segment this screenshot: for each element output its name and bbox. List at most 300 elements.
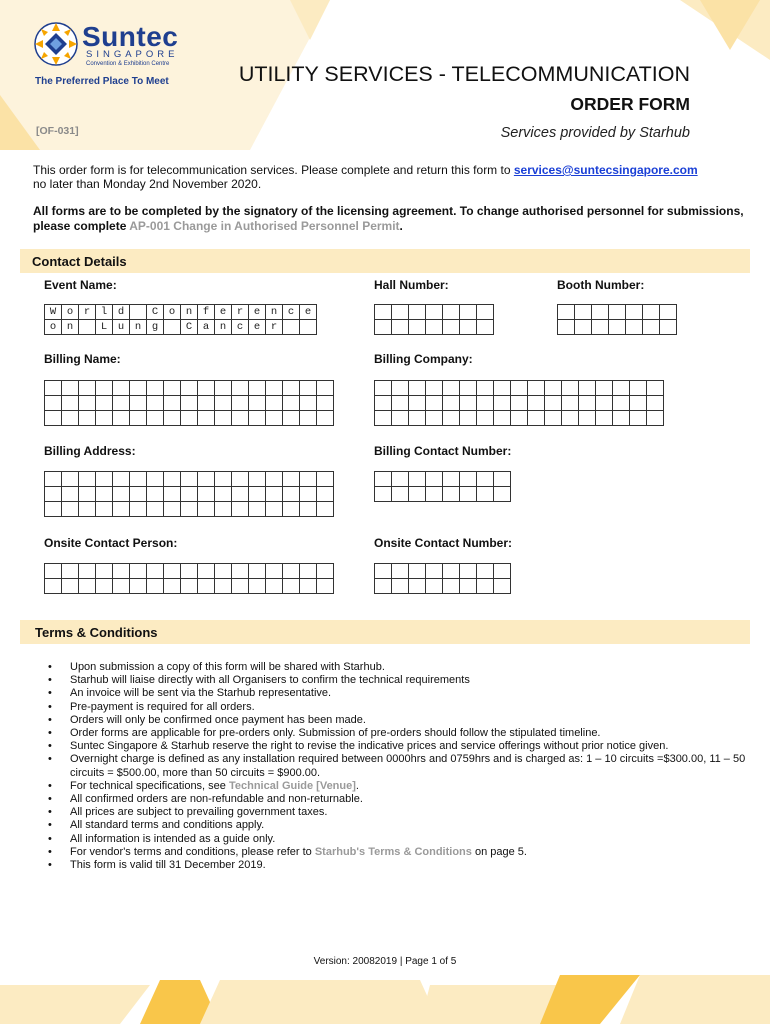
grid-cell[interactable]: [558, 305, 575, 320]
grid-cell[interactable]: [392, 305, 409, 320]
grid-cell[interactable]: [443, 396, 460, 411]
grid-cell[interactable]: [375, 579, 392, 594]
grid-cell[interactable]: [232, 564, 249, 579]
grid-cell[interactable]: [426, 305, 443, 320]
grid-cell[interactable]: [113, 396, 130, 411]
grid-cell[interactable]: [79, 381, 96, 396]
grid-cell[interactable]: d: [113, 305, 130, 320]
grid-cell[interactable]: [113, 411, 130, 426]
grid-cell[interactable]: [249, 381, 266, 396]
grid-cell[interactable]: [79, 564, 96, 579]
grid-cell[interactable]: e: [300, 305, 317, 320]
grid-cell[interactable]: [300, 320, 317, 335]
grid-cell[interactable]: [477, 396, 494, 411]
terms-item-text: An invoice will be sent via the Starhub representative.: [70, 687, 332, 700]
grid-cell[interactable]: [630, 381, 647, 396]
grid-cell[interactable]: [130, 305, 147, 320]
terms-item: [48, 833, 748, 846]
grid-cell[interactable]: [164, 320, 181, 335]
grid-cell[interactable]: r: [79, 305, 96, 320]
grid-cell[interactable]: [443, 305, 460, 320]
grid-cell[interactable]: [477, 487, 494, 502]
grid-cell[interactable]: [558, 320, 575, 335]
grid-cell[interactable]: C: [147, 305, 164, 320]
grid-cell[interactable]: [392, 381, 409, 396]
grid-cell[interactable]: [62, 564, 79, 579]
grid-cell[interactable]: [460, 320, 477, 335]
grid-cell[interactable]: [409, 487, 426, 502]
grid-cell[interactable]: [266, 579, 283, 594]
grid-cell[interactable]: [426, 564, 443, 579]
terms-item-link[interactable]: Starhub's Terms & Conditions: [314, 845, 472, 858]
grid-cell[interactable]: [626, 320, 643, 335]
grid-cell[interactable]: [562, 381, 579, 396]
grid-cell[interactable]: [266, 396, 283, 411]
grid-cell[interactable]: [198, 579, 215, 594]
grid-cell[interactable]: [181, 564, 198, 579]
grid-cell[interactable]: [300, 502, 317, 517]
grid-cell[interactable]: [592, 320, 609, 335]
grid-cell[interactable]: o: [164, 305, 181, 320]
grid-cell[interactable]: [375, 305, 392, 320]
onsite-number-grid[interactable]: [374, 563, 511, 594]
grid-cell[interactable]: [283, 564, 300, 579]
grid-cell[interactable]: [96, 381, 113, 396]
grid-cell[interactable]: [477, 305, 494, 320]
onsite-person-grid[interactable]: [44, 563, 334, 594]
grid-cell[interactable]: [460, 472, 477, 487]
grid-cell[interactable]: [147, 502, 164, 517]
grid-cell[interactable]: [266, 472, 283, 487]
grid-cell[interactable]: [62, 487, 79, 502]
grid-cell[interactable]: [443, 487, 460, 502]
grid-cell[interactable]: c: [283, 305, 300, 320]
grid-cell[interactable]: [130, 579, 147, 594]
grid-cell[interactable]: [375, 396, 392, 411]
grid-cell[interactable]: [528, 396, 545, 411]
grid-cell[interactable]: [79, 320, 96, 335]
grid-cell[interactable]: [215, 411, 232, 426]
grid-cell[interactable]: [232, 411, 249, 426]
grid-cell[interactable]: W: [45, 305, 62, 320]
grid-cell[interactable]: [494, 396, 511, 411]
grid-cell[interactable]: [426, 396, 443, 411]
grid-cell[interactable]: [300, 411, 317, 426]
grid-cell[interactable]: [579, 396, 596, 411]
grid-cell[interactable]: [300, 472, 317, 487]
grid-cell[interactable]: [181, 411, 198, 426]
grid-cell[interactable]: [181, 381, 198, 396]
grid-cell[interactable]: [409, 579, 426, 594]
grid-cell[interactable]: [130, 381, 147, 396]
grid-cell[interactable]: [266, 564, 283, 579]
grid-cell[interactable]: [317, 381, 334, 396]
grid-cell[interactable]: [460, 396, 477, 411]
grid-row: [558, 305, 677, 320]
ap001-link[interactable]: AP-001 Change in Authorised Personnel Permit: [129, 219, 400, 233]
grid-cell[interactable]: [283, 472, 300, 487]
grid-cell[interactable]: [164, 564, 181, 579]
grid-cell[interactable]: [45, 487, 62, 502]
grid-cell[interactable]: [647, 381, 664, 396]
grid-cell[interactable]: [392, 396, 409, 411]
grid-cell[interactable]: e: [249, 305, 266, 320]
grid-cell[interactable]: [511, 396, 528, 411]
grid-cell[interactable]: [426, 579, 443, 594]
grid-cell[interactable]: [443, 564, 460, 579]
grid-cell[interactable]: [630, 396, 647, 411]
grid-cell[interactable]: [181, 472, 198, 487]
grid-cell[interactable]: [96, 579, 113, 594]
grid-cell[interactable]: [283, 579, 300, 594]
grid-cell[interactable]: [164, 502, 181, 517]
grid-cell[interactable]: [62, 579, 79, 594]
grid-cell[interactable]: [494, 487, 511, 502]
grid-cell[interactable]: [45, 381, 62, 396]
grid-cell[interactable]: e: [215, 305, 232, 320]
grid-cell[interactable]: [215, 564, 232, 579]
grid-cell[interactable]: [494, 381, 511, 396]
grid-cell[interactable]: g: [147, 320, 164, 335]
grid-cell[interactable]: [392, 320, 409, 335]
grid-cell[interactable]: [113, 564, 130, 579]
grid-cell[interactable]: [609, 320, 626, 335]
grid-cell[interactable]: [96, 472, 113, 487]
grid-cell[interactable]: [426, 320, 443, 335]
grid-cell[interactable]: [426, 487, 443, 502]
billing-company-grid[interactable]: [374, 380, 664, 426]
grid-cell[interactable]: [443, 472, 460, 487]
grid-cell[interactable]: [283, 320, 300, 335]
grid-cell[interactable]: [215, 502, 232, 517]
grid-cell[interactable]: [409, 564, 426, 579]
grid-cell[interactable]: [198, 564, 215, 579]
grid-cell[interactable]: c: [232, 320, 249, 335]
grid-cell[interactable]: [630, 411, 647, 426]
grid-cell[interactable]: C: [181, 320, 198, 335]
grid-cell[interactable]: [375, 487, 392, 502]
grid-cell[interactable]: [477, 320, 494, 335]
grid-cell[interactable]: [147, 411, 164, 426]
grid-cell[interactable]: [249, 411, 266, 426]
grid-cell[interactable]: [460, 564, 477, 579]
grid-cell[interactable]: [460, 411, 477, 426]
grid-cell[interactable]: [45, 396, 62, 411]
grid-cell[interactable]: [113, 502, 130, 517]
grid-cell[interactable]: [164, 487, 181, 502]
grid-cell[interactable]: [443, 579, 460, 594]
grid-cell[interactable]: [215, 396, 232, 411]
grid-cell[interactable]: [147, 487, 164, 502]
grid-cell[interactable]: [460, 579, 477, 594]
grid-cell[interactable]: [317, 411, 334, 426]
grid-cell[interactable]: [113, 579, 130, 594]
grid-cell[interactable]: [130, 411, 147, 426]
grid-cell[interactable]: [300, 564, 317, 579]
grid-cell[interactable]: [62, 381, 79, 396]
grid-cell[interactable]: n: [181, 305, 198, 320]
hall-number-grid[interactable]: [374, 304, 494, 335]
grid-cell[interactable]: [375, 411, 392, 426]
grid-cell[interactable]: [283, 381, 300, 396]
grid-cell[interactable]: o: [45, 320, 62, 335]
grid-cell[interactable]: [392, 564, 409, 579]
grid-cell[interactable]: [317, 564, 334, 579]
grid-cell[interactable]: [443, 411, 460, 426]
grid-cell[interactable]: [79, 396, 96, 411]
grid-cell[interactable]: o: [62, 305, 79, 320]
grid-cell[interactable]: [477, 411, 494, 426]
grid-cell[interactable]: [198, 502, 215, 517]
grid-cell[interactable]: [249, 564, 266, 579]
grid-cell[interactable]: [477, 472, 494, 487]
grid-cell[interactable]: [198, 381, 215, 396]
grid-cell[interactable]: [164, 381, 181, 396]
grid-cell[interactable]: [164, 579, 181, 594]
grid-cell[interactable]: n: [266, 305, 283, 320]
grid-cell[interactable]: [317, 502, 334, 517]
grid-cell[interactable]: [79, 502, 96, 517]
grid-cell[interactable]: [596, 381, 613, 396]
grid-cell[interactable]: [477, 381, 494, 396]
grid-cell[interactable]: [266, 502, 283, 517]
grid-cell[interactable]: [647, 411, 664, 426]
grid-cell[interactable]: [494, 564, 511, 579]
grid-cell[interactable]: [79, 411, 96, 426]
grid-cell[interactable]: f: [198, 305, 215, 320]
grid-cell[interactable]: [62, 472, 79, 487]
grid-cell[interactable]: [62, 396, 79, 411]
grid-cell[interactable]: [232, 502, 249, 517]
grid-cell[interactable]: [409, 472, 426, 487]
grid-cell[interactable]: [62, 411, 79, 426]
event-name-label: Event Name:: [44, 278, 117, 292]
grid-cell[interactable]: [164, 396, 181, 411]
grid-cell[interactable]: [45, 564, 62, 579]
grid-cell[interactable]: [375, 564, 392, 579]
grid-cell[interactable]: [477, 579, 494, 594]
grid-cell[interactable]: [317, 396, 334, 411]
grid-row: [375, 487, 511, 502]
grid-cell[interactable]: [130, 472, 147, 487]
grid-cell[interactable]: [79, 472, 96, 487]
grid-cell[interactable]: [443, 320, 460, 335]
grid-cell[interactable]: [579, 411, 596, 426]
grid-cell[interactable]: [147, 396, 164, 411]
grid-cell[interactable]: [249, 396, 266, 411]
grid-cell[interactable]: [426, 472, 443, 487]
grid-cell[interactable]: [477, 564, 494, 579]
grid-cell[interactable]: [660, 305, 677, 320]
grid-cell[interactable]: [96, 487, 113, 502]
grid-cell[interactable]: [300, 381, 317, 396]
grid-cell[interactable]: [164, 411, 181, 426]
grid-cell[interactable]: [592, 305, 609, 320]
grid-cell[interactable]: [626, 305, 643, 320]
grid-cell[interactable]: [317, 472, 334, 487]
grid-cell[interactable]: [426, 411, 443, 426]
grid-cell[interactable]: [283, 411, 300, 426]
grid-cell[interactable]: [79, 579, 96, 594]
grid-cell[interactable]: [562, 411, 579, 426]
grid-cell[interactable]: [249, 487, 266, 502]
grid-cell[interactable]: r: [266, 320, 283, 335]
grid-cell[interactable]: n: [62, 320, 79, 335]
grid-cell[interactable]: [562, 396, 579, 411]
grid-cell[interactable]: [45, 411, 62, 426]
grid-row: [45, 472, 334, 487]
grid-cell[interactable]: [609, 305, 626, 320]
grid-cell[interactable]: [283, 396, 300, 411]
grid-cell[interactable]: [266, 381, 283, 396]
grid-cell[interactable]: [317, 579, 334, 594]
grid-cell[interactable]: [181, 396, 198, 411]
grid-cell[interactable]: [300, 487, 317, 502]
grid-cell[interactable]: [392, 579, 409, 594]
grid-cell[interactable]: [392, 411, 409, 426]
grid-cell[interactable]: [443, 381, 460, 396]
grid-cell[interactable]: [528, 381, 545, 396]
grid-cell[interactable]: [266, 411, 283, 426]
grid-cell[interactable]: [130, 502, 147, 517]
grid-cell[interactable]: [375, 320, 392, 335]
grid-cell[interactable]: [460, 305, 477, 320]
grid-cell[interactable]: [249, 579, 266, 594]
grid-cell[interactable]: [460, 487, 477, 502]
grid-cell[interactable]: [181, 579, 198, 594]
grid-cell[interactable]: [249, 502, 266, 517]
grid-cell[interactable]: [232, 487, 249, 502]
billing-name-grid[interactable]: [44, 380, 334, 426]
grid-cell[interactable]: [130, 487, 147, 502]
grid-cell[interactable]: [96, 502, 113, 517]
grid-cell[interactable]: [647, 396, 664, 411]
grid-cell[interactable]: e: [249, 320, 266, 335]
grid-cell[interactable]: [409, 411, 426, 426]
grid-cell[interactable]: [45, 579, 62, 594]
grid-cell[interactable]: [460, 381, 477, 396]
billing-contact-grid[interactable]: [374, 471, 511, 502]
grid-cell[interactable]: [511, 411, 528, 426]
grid-cell[interactable]: u: [113, 320, 130, 335]
grid-cell[interactable]: L: [96, 320, 113, 335]
grid-cell[interactable]: [198, 487, 215, 502]
grid-cell[interactable]: [198, 396, 215, 411]
grid-cell[interactable]: a: [198, 320, 215, 335]
terms-item-link[interactable]: Technical Guide [Venue]: [228, 779, 356, 792]
grid-cell[interactable]: [96, 564, 113, 579]
grid-cell[interactable]: [643, 320, 660, 335]
grid-cell[interactable]: [375, 472, 392, 487]
grid-cell[interactable]: [130, 564, 147, 579]
grid-cell[interactable]: [147, 564, 164, 579]
grid-cell[interactable]: [232, 579, 249, 594]
grid-cell[interactable]: [232, 381, 249, 396]
grid-cell[interactable]: [613, 411, 630, 426]
grid-cell[interactable]: [643, 305, 660, 320]
grid-cell[interactable]: [113, 381, 130, 396]
grid-cell[interactable]: [198, 411, 215, 426]
email-link[interactable]: services@suntecsingapore.com: [513, 163, 698, 177]
booth-number-grid[interactable]: [557, 304, 677, 335]
grid-cell[interactable]: [375, 381, 392, 396]
grid-cell[interactable]: [181, 502, 198, 517]
grid-cell[interactable]: [147, 472, 164, 487]
grid-cell[interactable]: [232, 472, 249, 487]
grid-cell[interactable]: [45, 502, 62, 517]
grid-cell[interactable]: l: [96, 305, 113, 320]
grid-cell[interactable]: [215, 487, 232, 502]
grid-cell[interactable]: [249, 472, 266, 487]
grid-cell[interactable]: [45, 472, 62, 487]
grid-cell[interactable]: [613, 381, 630, 396]
grid-cell[interactable]: [283, 502, 300, 517]
grid-cell[interactable]: [660, 320, 677, 335]
grid-cell[interactable]: n: [130, 320, 147, 335]
grid-cell[interactable]: [113, 487, 130, 502]
grid-cell[interactable]: [545, 411, 562, 426]
grid-cell[interactable]: [494, 411, 511, 426]
billing-address-grid[interactable]: [44, 471, 334, 517]
grid-cell[interactable]: [79, 487, 96, 502]
grid-cell[interactable]: [494, 579, 511, 594]
grid-cell[interactable]: [232, 396, 249, 411]
grid-cell[interactable]: [545, 396, 562, 411]
grid-cell[interactable]: [426, 381, 443, 396]
grid-cell[interactable]: [596, 411, 613, 426]
grid-cell[interactable]: [215, 381, 232, 396]
grid-cell[interactable]: n: [215, 320, 232, 335]
grid-cell[interactable]: [392, 472, 409, 487]
grid-cell[interactable]: [147, 579, 164, 594]
grid-cell[interactable]: [215, 579, 232, 594]
grid-cell[interactable]: [300, 579, 317, 594]
grid-cell[interactable]: [300, 396, 317, 411]
event-name-grid[interactable]: [44, 304, 317, 335]
grid-cell[interactable]: [215, 472, 232, 487]
grid-cell[interactable]: [613, 396, 630, 411]
grid-cell[interactable]: [494, 472, 511, 487]
terms-item: [48, 701, 748, 714]
grid-cell[interactable]: [266, 487, 283, 502]
grid-cell[interactable]: [317, 487, 334, 502]
grid-cell[interactable]: [575, 305, 592, 320]
grid-cell[interactable]: [575, 320, 592, 335]
grid-cell[interactable]: [147, 381, 164, 396]
grid-cell[interactable]: [164, 472, 181, 487]
grid-cell[interactable]: [113, 472, 130, 487]
grid-cell[interactable]: [283, 487, 300, 502]
grid-cell[interactable]: [130, 396, 147, 411]
grid-cell[interactable]: [392, 487, 409, 502]
grid-cell[interactable]: [62, 502, 79, 517]
grid-cell[interactable]: [96, 411, 113, 426]
grid-cell[interactable]: [96, 396, 113, 411]
grid-cell[interactable]: [511, 381, 528, 396]
grid-cell[interactable]: [596, 396, 613, 411]
grid-cell[interactable]: r: [232, 305, 249, 320]
bullet-icon: •: [48, 806, 52, 819]
grid-cell[interactable]: [409, 305, 426, 320]
grid-cell[interactable]: [545, 381, 562, 396]
grid-cell[interactable]: [528, 411, 545, 426]
grid-cell[interactable]: [579, 381, 596, 396]
grid-cell[interactable]: [198, 472, 215, 487]
grid-cell[interactable]: [409, 381, 426, 396]
grid-cell[interactable]: [409, 396, 426, 411]
grid-cell[interactable]: [409, 320, 426, 335]
grid-cell[interactable]: [181, 487, 198, 502]
